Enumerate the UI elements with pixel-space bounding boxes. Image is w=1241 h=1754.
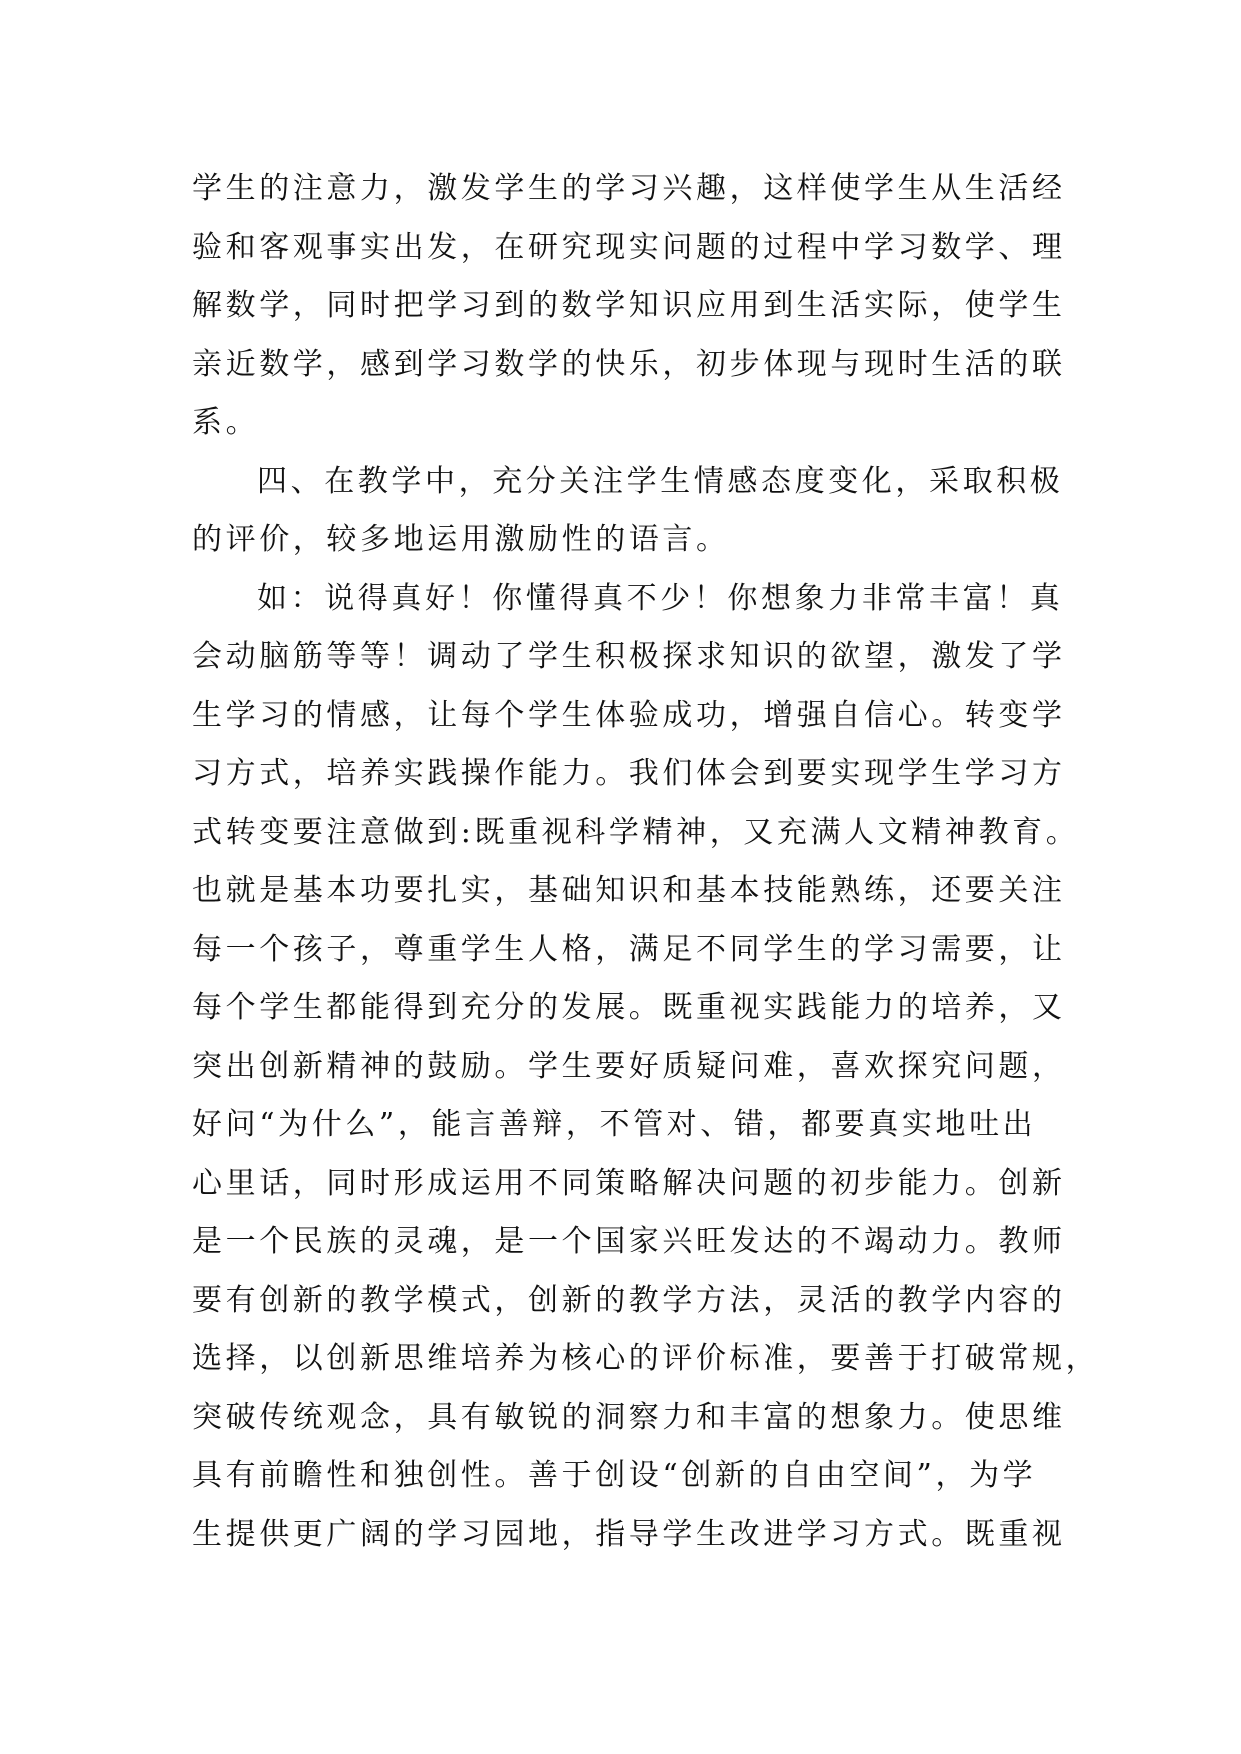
text-line: 要有创新的教学模式，创新的教学方法，灵活的教学内容的 — [192, 1282, 1066, 1318]
paragraph-first-line: 如：说得真好！你懂得真不少！你想象力非常丰富！真 — [257, 580, 1064, 616]
text-line: 会动脑筋等等！调动了学生积极探求知识的欲望，激发了学 — [192, 639, 1066, 674]
text-line: 式转变要注意做到:既重视科学精神，又充满人文精神教育。 — [192, 814, 1080, 850]
text-line: 的评价，较多地运用激励性的语言。 — [192, 522, 730, 557]
text-line: 亲近数学，感到学习数学的快乐，初步体现与现时生活的联 — [192, 346, 1066, 382]
text-line: 也就是基本功要扎实，基础知识和基本技能熟练，还要关注 — [192, 873, 1066, 908]
body-text — [192, 160, 1100, 1564]
text-line: 验和客观事实出发，在研究现实问题的过程中学习数学、理 — [192, 229, 1066, 265]
text-line: 心里话，同时形成运用不同策略解决问题的初步能力。创新 — [192, 1165, 1066, 1201]
text-line: 每一个孩子，尊重学生人格，满足不同学生的学习需要，让 — [192, 931, 1066, 967]
text-line: 学生的注意力，激发学生的学习兴趣，这样使学生从生活经 — [192, 171, 1066, 206]
text-line: 好问“为什么”，能言善辩，不管对、错，都要真实地吐出 — [192, 1107, 1037, 1142]
text-line: 习方式，培养实践操作能力。我们体会到要实现学生学习方 — [192, 756, 1066, 791]
text-line: 选择，以创新思维培养为核心的评价标准，要善于打破常规， — [192, 1341, 1100, 1376]
text-line: 突破传统观念，具有敏锐的洞察力和丰富的想象力。使思维 — [192, 1399, 1066, 1435]
text-line: 解数学，同时把学习到的数学知识应用到生活实际，使学生 — [192, 288, 1066, 323]
text-line: 生提供更广阔的学习园地，指导学生改进学习方式。既重视 — [192, 1516, 1066, 1552]
paragraph-first-line: 四、在教学中，充分关注学生情感态度变化，采取积极 — [257, 463, 1064, 499]
text-line: 是一个民族的灵魂，是一个国家兴旺发达的不竭动力。教师 — [192, 1224, 1066, 1259]
text-line: 每个学生都能得到充分的发展。既重视实践能力的培养，又 — [192, 990, 1066, 1025]
text-line: 具有前瞻性和独创性。善于创设“创新的自由空间”，为学 — [192, 1458, 1037, 1493]
text-line: 系。 — [192, 405, 260, 440]
text-line: 生学习的情感，让每个学生体验成功，增强自信心。转变学 — [192, 697, 1066, 733]
text-line: 突出创新精神的鼓励。学生要好质疑问难，喜欢探究问题， — [192, 1048, 1066, 1084]
